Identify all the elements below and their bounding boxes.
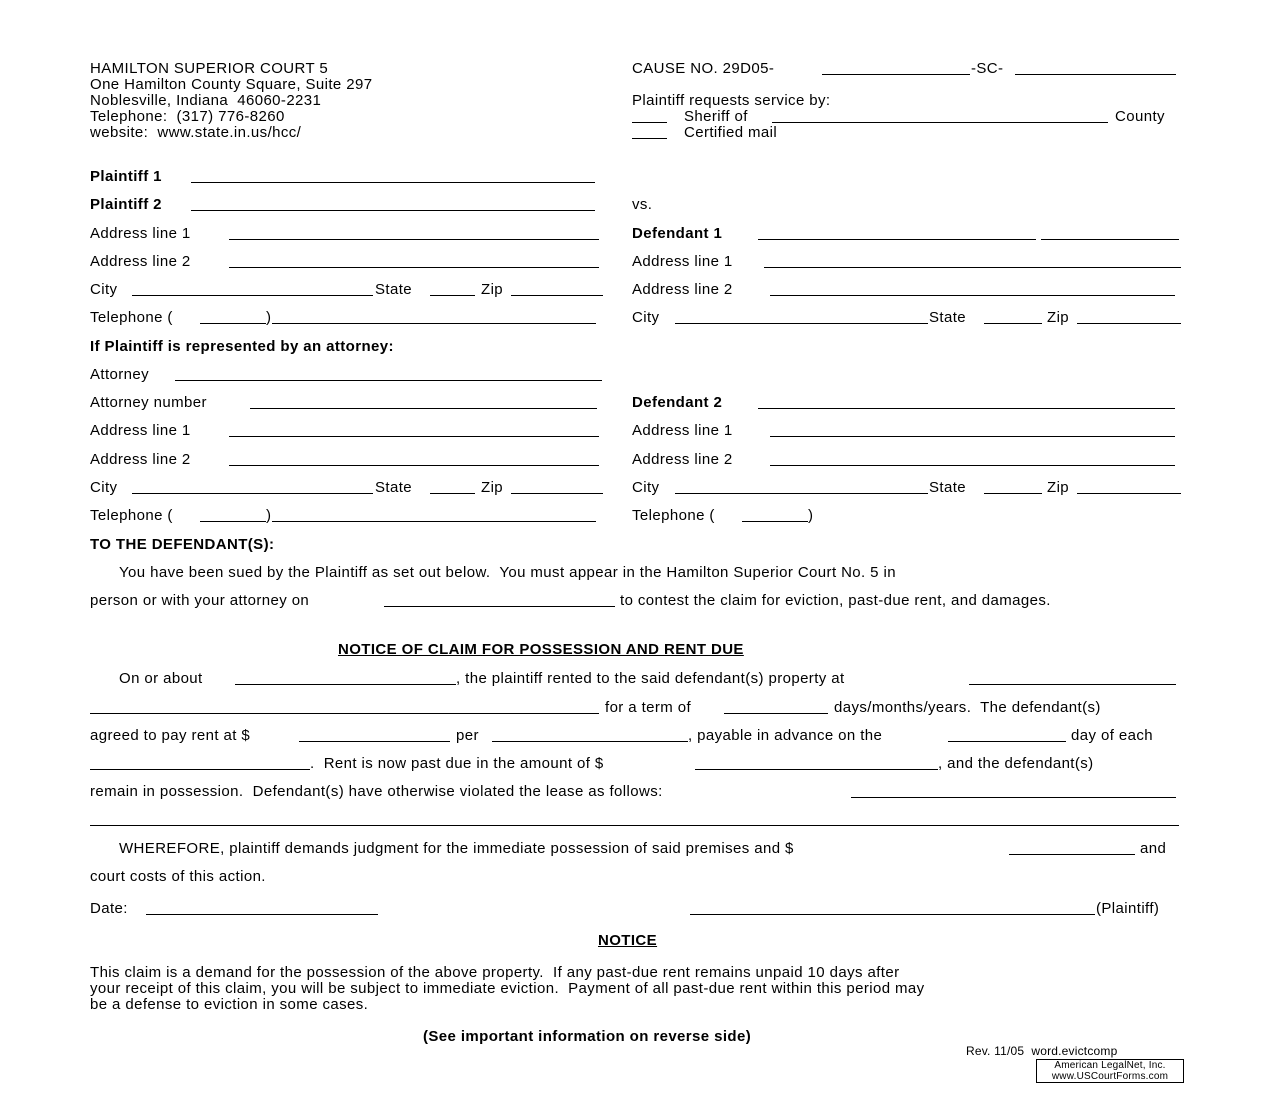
- defendant-2-address-2-field[interactable]: [770, 465, 1175, 466]
- defendant-2-zip-field[interactable]: [1077, 493, 1181, 494]
- notice-heading: NOTICE: [598, 932, 658, 949]
- revision-label: Rev. 11/05 word.evictcomp: [966, 1044, 1118, 1058]
- claim-l5: remain in possession. Defendant(s) have otherwise violated the lease as follows:: [90, 783, 663, 800]
- claim-l1b: , the plaintiff rented to the said defendant(s) property at: [456, 670, 845, 687]
- notice-line-3: be a defense to eviction in some cases.: [90, 996, 369, 1013]
- sheriff-label: Sheriff of: [684, 108, 748, 125]
- claim-l3d: day of each: [1071, 727, 1153, 744]
- payment-period-field[interactable]: [90, 769, 310, 770]
- defendant-2-telephone-paren: ): [808, 507, 814, 524]
- defendant-1-address-2-field[interactable]: [770, 295, 1175, 296]
- defendant-2-address-1-field[interactable]: [770, 436, 1175, 437]
- attorney-address-1-field[interactable]: [229, 436, 599, 437]
- notice-line-1: This claim is a demand for the possession of the above property. If any past-due rent remains unpaid 10 days after: [90, 964, 900, 981]
- defendant-2-address-2-label: Address line 2: [632, 451, 733, 468]
- plaintiff-signature-label: (Plaintiff): [1096, 900, 1160, 917]
- defendant-1-city-field[interactable]: [675, 323, 928, 324]
- plaintiff-1-label: Plaintiff 1: [90, 168, 162, 185]
- attorney-address-2-label: Address line 2: [90, 451, 191, 468]
- court-website: website: www.state.in.us/hcc/: [90, 124, 302, 141]
- defendant-1-city-label: City: [632, 309, 660, 326]
- claim-l3a: agreed to pay rent at $: [90, 727, 251, 744]
- defendant-2-state-label: State: [929, 479, 967, 496]
- violation-field-2[interactable]: [90, 825, 1179, 826]
- date-label: Date:: [90, 900, 128, 917]
- attorney-state-field[interactable]: [430, 493, 475, 494]
- claim-l6a: WHEREFORE, plaintiff demands judgment for the immediate possession of said premises and $: [119, 840, 794, 857]
- vs-label: vs.: [632, 196, 653, 213]
- defendant-2-state-field[interactable]: [984, 493, 1042, 494]
- attorney-field[interactable]: [175, 380, 602, 381]
- property-field-2[interactable]: [90, 713, 599, 714]
- reverse-side-note: (See important information on reverse side): [423, 1028, 752, 1045]
- claim-l3c: , payable in advance on the: [688, 727, 883, 744]
- claim-l4a: . Rent is now past due in the amount of $: [310, 755, 604, 772]
- certified-mail-checkbox[interactable]: [632, 138, 667, 139]
- court-telephone: Telephone: (317) 776-8260: [90, 108, 285, 125]
- claim-l7: court costs of this action.: [90, 868, 266, 885]
- court-address-1: One Hamilton County Square, Suite 297: [90, 76, 373, 93]
- attorney-address-2-field[interactable]: [229, 465, 599, 466]
- publisher-stamp: [1036, 1059, 1184, 1083]
- attorney-address-1-label: Address line 1: [90, 422, 191, 439]
- plaintiff-2-label: Plaintiff 2: [90, 196, 162, 213]
- defendant-1-zip-label: Zip: [1047, 309, 1070, 326]
- past-due-amount-field[interactable]: [695, 769, 938, 770]
- rental-date-field[interactable]: [235, 684, 456, 685]
- publisher-website: www.USCourtForms.com: [1051, 1071, 1169, 1082]
- defendant-2-zip-label: Zip: [1047, 479, 1070, 496]
- defendant-1-address-2-label: Address line 2: [632, 281, 733, 298]
- defendant-2-telephone-label: Telephone (: [632, 507, 715, 524]
- date-field[interactable]: [146, 914, 378, 915]
- defendant-2-label: Defendant 2: [632, 394, 723, 411]
- defendant-1-field-extra[interactable]: [1041, 239, 1179, 240]
- rent-period-field[interactable]: [492, 741, 688, 742]
- judgment-amount-field[interactable]: [1009, 854, 1135, 855]
- court-address-2: Noblesville, Indiana 46060-2231: [90, 92, 322, 109]
- plaintiff-state-field[interactable]: [430, 295, 475, 296]
- plaintiff-address-2-label: Address line 2: [90, 253, 191, 270]
- to-defendants-line-2a: person or with your attorney on: [90, 592, 310, 609]
- violation-field[interactable]: [851, 797, 1176, 798]
- attorney-number-label: Attorney number: [90, 394, 207, 411]
- notice-line-2: your receipt of this claim, you will be subject to immediate eviction. Payment of all past-due rent within this period may: [90, 980, 925, 997]
- plaintiff-area-code-field[interactable]: [200, 323, 266, 324]
- attorney-city-label: City: [90, 479, 118, 496]
- rent-amount-field[interactable]: [299, 741, 450, 742]
- attorney-telephone-field[interactable]: [272, 521, 596, 522]
- attorney-zip-field[interactable]: [511, 493, 603, 494]
- service-heading: Plaintiff requests service by:: [632, 92, 831, 109]
- certified-mail-label: Certified mail: [684, 124, 778, 141]
- defendant-1-address-1-label: Address line 1: [632, 253, 733, 270]
- claim-heading: NOTICE OF CLAIM FOR POSSESSION AND RENT DUE: [338, 641, 744, 658]
- plaintiff-zip-field[interactable]: [511, 295, 603, 296]
- plaintiff-city-label: City: [90, 281, 118, 298]
- term-field[interactable]: [724, 713, 828, 714]
- claim-l1a: On or about: [119, 670, 203, 687]
- plaintiff-telephone-field[interactable]: [272, 323, 596, 324]
- defendant-1-state-field[interactable]: [984, 323, 1042, 324]
- cause-sc-label: -SC-: [971, 60, 1004, 77]
- to-defendants-line-2b: to contest the claim for eviction, past-due rent, and damages.: [620, 592, 1051, 609]
- to-defendants-line-1: You have been sued by the Plaintiff as set out below. You must appear in the Hamilton Superior Court No. 5 in: [119, 564, 896, 581]
- defendant-2-address-1-label: Address line 1: [632, 422, 733, 439]
- attorney-number-field[interactable]: [250, 408, 597, 409]
- plaintiff-signature-field[interactable]: [690, 914, 1095, 915]
- plaintiff-telephone-paren: ): [266, 309, 272, 326]
- claim-l2b: days/months/years. The defendant(s): [834, 699, 1101, 716]
- sheriff-county-field[interactable]: [772, 122, 1108, 123]
- plaintiff-city-field[interactable]: [132, 295, 373, 296]
- defendant-1-zip-field[interactable]: [1077, 323, 1181, 324]
- defendant-2-city-field[interactable]: [675, 493, 928, 494]
- plaintiff-address-1-field[interactable]: [229, 239, 599, 240]
- attorney-zip-label: Zip: [481, 479, 504, 496]
- defendant-2-city-label: City: [632, 479, 660, 496]
- cause-sc-field[interactable]: [1015, 74, 1176, 75]
- to-defendants-heading: TO THE DEFENDANT(S):: [90, 536, 275, 553]
- defendant-2-field[interactable]: [758, 408, 1175, 409]
- attorney-area-code-field[interactable]: [200, 521, 266, 522]
- defendant-1-address-1-field[interactable]: [764, 267, 1181, 268]
- county-label: County: [1115, 108, 1165, 125]
- plaintiff-state-label: State: [375, 281, 413, 298]
- attorney-label: Attorney: [90, 366, 150, 383]
- claim-l2a: for a term of: [605, 699, 692, 716]
- attorney-state-label: State: [375, 479, 413, 496]
- defendant-2-area-code-field[interactable]: [742, 521, 808, 522]
- defendant-1-state-label: State: [929, 309, 967, 326]
- plaintiff-address-1-label: Address line 1: [90, 225, 191, 242]
- publisher-name: American LegalNet, Inc.: [1054, 1060, 1166, 1071]
- cause-label: CAUSE NO. 29D05-: [632, 60, 775, 77]
- claim-l3b: per: [456, 727, 479, 744]
- attorney-city-field[interactable]: [132, 493, 373, 494]
- court-name: HAMILTON SUPERIOR COURT 5: [90, 60, 329, 77]
- cause-number-field[interactable]: [822, 74, 970, 75]
- plaintiff-1-field[interactable]: [191, 182, 595, 183]
- attorney-telephone-label: Telephone (: [90, 507, 173, 524]
- plaintiff-zip-label: Zip: [481, 281, 504, 298]
- defendant-1-field[interactable]: [758, 239, 1036, 240]
- attorney-heading: If Plaintiff is represented by an attorney:: [90, 338, 394, 355]
- claim-l4b: , and the defendant(s): [938, 755, 1094, 772]
- plaintiff-address-2-field[interactable]: [229, 267, 599, 268]
- plaintiff-telephone-label: Telephone (: [90, 309, 173, 326]
- claim-l6b: and: [1140, 840, 1167, 857]
- attorney-telephone-paren: ): [266, 507, 272, 524]
- defendant-1-label: Defendant 1: [632, 225, 723, 242]
- sheriff-checkbox[interactable]: [632, 122, 667, 123]
- payment-day-field[interactable]: [948, 741, 1066, 742]
- plaintiff-2-field[interactable]: [191, 210, 595, 211]
- appearance-date-field[interactable]: [384, 606, 615, 607]
- property-field[interactable]: [969, 684, 1176, 685]
